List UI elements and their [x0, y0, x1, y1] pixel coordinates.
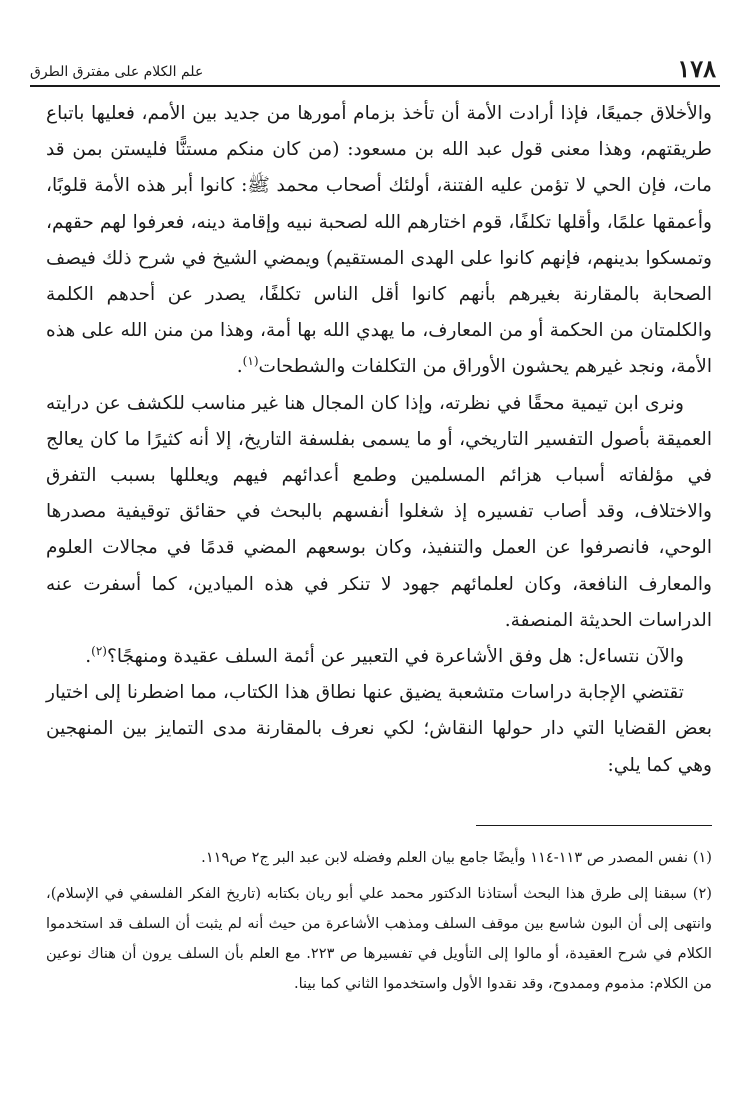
paragraph-1 — [46, 96, 712, 386]
paragraph-2: ونرى ابن تيمية محقًا في نظرته، وإذا كان المجال هنا غير مناسب للكشف عن درايته العميقة بأصول التفسير التاريخي، أو ما يسمى بفلسفة التاريخ، إلا أنه كثيرًا ما كان يعالج في مؤلفاته أسباب هزائم المسلمين وطمع أعدائهم فيهم ويعللها بسبب التفرق والاختلاف، وقد أصاب تفسيره إذ شغلوا أنفسهم بالبحث في حقائق توقيفية مصدرها الوحي، فانصرفوا عن العمل والتنفيذ، وكان بوسعهم المضي قدمًا في مجالات العلوم والمعارف النافعة، وكان لعلمائهم جهود لا تنكر في هذه الميادين، كما أسفرت عنه الدراسات الحديثة المنصفة. — [46, 392, 712, 631]
footnote-1: (١) نفس المصدر ص ١١٣-١١٤ وأيضًا جامع بيان العلم وفضله لابن عبد البر ج٢ ص١١٩. — [201, 849, 712, 866]
paragraph-3-text: والآن نتساءل: هل وفق الأشاعرة في التعبير عن أئمة السلف عقيدة ومنهجًا؟ — [106, 646, 684, 668]
paragraph-1-end: . — [236, 356, 243, 378]
footnote-separator — [476, 825, 712, 826]
main-text — [46, 96, 712, 784]
footnote-ref-2: (٢) — [91, 643, 107, 658]
footnotes — [46, 843, 712, 1005]
page-number: ١٧٨ — [677, 54, 716, 83]
header-rule — [30, 85, 720, 87]
paragraph-1-text: والأخلاق جميعًا، فإذا أرادت الأمة أن تأخذ بزمام أمورها من جديد بين الأمم، فعليها باتباع طريقتهم، وهذا معنى قول عبد الله بن مسعود: (من كان منكم مستنًّا فليستن بمن قد مات، فإن الحي لا تؤمن عليه الفتنة، أولئك أصحاب محمد ﷺ: كانوا أبر هذه الأمة قلوبًا، وأعمقها علمًا، وأقلها تكلفًا، قوم اختارهم الله لصحبة نبيه وإقامة دينه، فعرفوا لهم حقهم، وتمسكوا بدينهم، فإنهم كانوا على الهدى المستقيم) ويمضي الشيخ في شرح ذلك فيصف الصحابة بالمقارنة بغيرهم بأنهم كانوا أقل الناس تكلفًا، يصدر عن أحدهم الكلمة والكلمتان من الحكمة أو من المعارف، ما يهدي الله بها أمة، وهذا من منن الله على هذه الأمة، ونجد غيرهم يحشون الأوراق من التكلفات والشطحات — [46, 103, 712, 378]
footnote-ref-1: (١) — [242, 354, 259, 369]
running-title: علم الكلام على مفترق الطرق — [30, 64, 204, 80]
footnote-2: (٢) سبقنا إلى طرق هذا البحث أستاذنا الدكتور محمد علي أبو ريان بكتابه (تاريخ الفكر الفلسفي في الإسلام)، وانتهى إلى أن البون شاسع بين موقف السلف ومذهب الأشاعرة من حيث أنه لم يثبت أن السلف قد استخدموا الكلام في شرح العقيدة، أو مالوا إلى التأويل في تفسيرها ص ٢٢٣. مع العلم بأن السلف يرون أن هناك نوعين من الكلام: مذموم وممدوح، وقد نقدوا الأول واستخدموا الثاني كما بينا. — [46, 885, 712, 992]
page-header — [30, 52, 720, 82]
paragraph-4: تقتضي الإجابة دراسات متشعبة يضيق عنها نطاق هذا الكتاب، مما اضطرنا إلى اختيار بعض القضايا التي دار حولها النقاش؛ لكي نعرف بالمقارنة مدى التمايز بين المنهجين وهي كما يلي: — [46, 682, 712, 776]
paragraph-3-end: . — [85, 646, 92, 668]
paragraph-3 — [46, 639, 712, 675]
